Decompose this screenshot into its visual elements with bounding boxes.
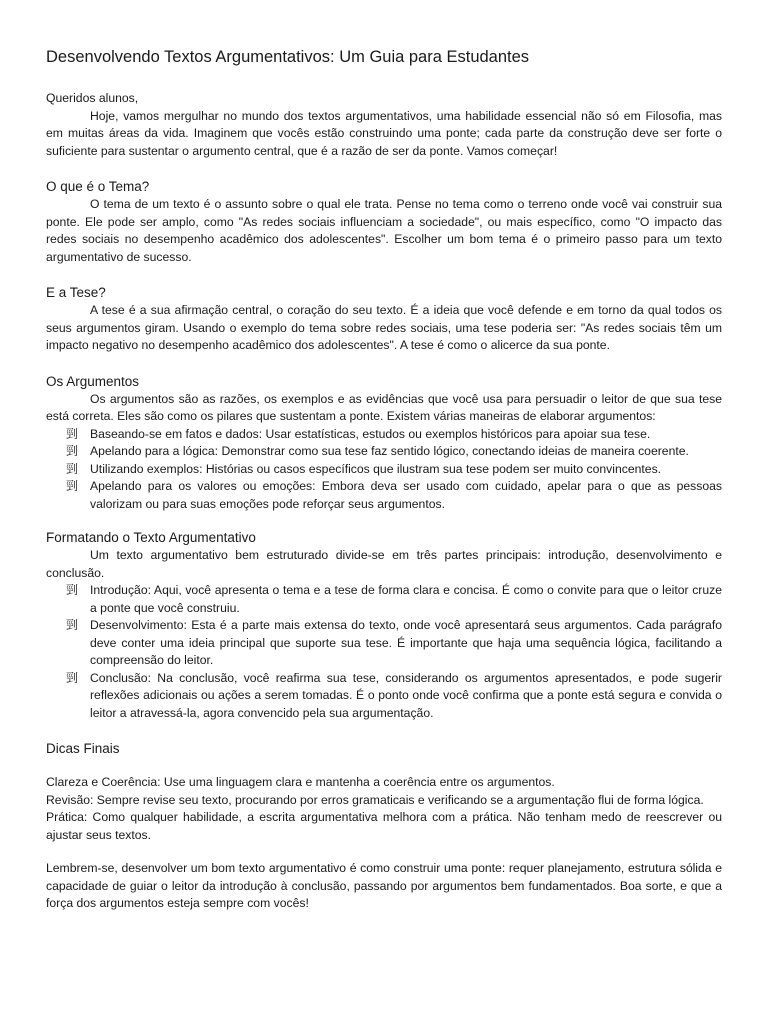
argumentos-list (46, 426, 722, 514)
list-item-text: Utilizando exemplos: Histórias ou casos específicos que ilustram sua tese podem ser muito convincentes. (90, 461, 662, 476)
list-item (46, 617, 722, 670)
dicas-lines (46, 774, 722, 844)
list-item-text: Desenvolvimento: Esta é a parte mais extensa do texto, onde você apresentará seus argumentos. Cada parágrafo deve conter uma ideia principal que suporte sua tese. É importante que haja uma sequência lógica, facilitando a compreensão do leitor. (90, 618, 722, 667)
bullet-icon: 剄 (66, 426, 79, 441)
tema-paragraph: O tema de um texto é o assunto sobre o qual ele trata. Pense no tema como o terreno onde você vai construir sua ponte. Ele pode ser amplo, como "As redes sociais influenciam a sociedade", ou mais específico, como "O impacto das redes sociais no desempenho acadêmico dos adolescentes". Escolher um bom tema é o primeiro passo para um texto argumentativo de sucesso. (46, 197, 722, 264)
list-item-text: Conclusão: Na conclusão, você reafirma sua tese, considerando os argumentos apresentados, e pode sugerir reflexões adicionais ou ações a serem tomadas. É o ponto onde você confirma que a ponte está segura e convida o leitor a atravessá-la, agora convencido pela sua argumentação. (90, 670, 722, 720)
dica-line: Revisão: Sempre revise seu texto, procurando por erros gramaticais e verificando se a argumentação flui de forma lógica. (46, 792, 704, 807)
argumentos-heading: Os Argumentos (46, 373, 140, 389)
closing-paragraph: Lembrem-se, desenvolver um bom texto argumentativo é como construir uma ponte: requer planejamento, estrutura sólida e capacidade de guiar o leitor da introdução à conclusão, passando por argumentos bem fundamentados. Boa sorte, e que a força dos argumentos esteja sempre com vocês! (46, 861, 722, 910)
argumentos-paragraph: Os argumentos são as razões, os exemplos e as evidências que você usa para persuadir o leitor de que sua tese está correta. Eles são como os pilares que sustentam a ponte. Existem várias maneiras de elaborar argumentos: (46, 391, 722, 423)
bullet-icon: 剄 (66, 618, 79, 632)
bullet-icon: 剄 (66, 479, 79, 493)
intro-paragraph: Hoje, vamos mergulhar no mundo dos textos argumentativos, uma habilidade essencial não só em Filosofia, mas em muitas áreas da vida. Imaginem que vocês estão construindo uma ponte; cada parte da construção deve ser forte o suficiente para sustentar o argumento central, que é a razão de ser da ponte. Vamos começar! (46, 108, 722, 158)
list-item (46, 426, 722, 444)
list-item-text: Apelando para os valores ou emoções: Embora deva ser usado com cuidado, apelar para o que as pessoas valorizam ou para suas emoções pode reforçar seus argumentos. (90, 479, 722, 511)
formatando-paragraph: Um texto argumentativo bem estruturado divide-se em três partes principais: introdução, desenvolvimento e conclusão. (46, 548, 722, 580)
bullet-icon: 剄 (66, 444, 79, 458)
dicas-heading: Dicas Finais (46, 741, 120, 756)
document-title: Desenvolvendo Textos Argumentativos: Um Guia para Estudantes (46, 48, 530, 66)
list-item (46, 478, 722, 513)
section-dicas (46, 740, 722, 844)
list-item (46, 461, 722, 479)
section-formatando (46, 529, 722, 722)
list-item (46, 670, 722, 723)
bullet-icon: 剄 (66, 583, 79, 597)
bullet-icon: 剄 (66, 461, 79, 476)
list-item-text: Introdução: Aqui, você apresenta o tema e a tese de forma clara e concisa. É como o convite para que o leitor cruze a ponte que você construiu. (90, 583, 722, 615)
dica-line: Clareza e Coerência: Use uma linguagem clara e mantenha a coerência entre os argumentos. (46, 775, 555, 789)
formatando-list (46, 582, 722, 722)
tese-paragraph: A tese é a sua afirmação central, o coração do seu texto. É a ideia que você defende e em torno da qual todos os seus argumentos giram. Usando o exemplo do tema sobre redes sociais, uma tese poderia ser: "As redes sociais têm um impacto negativo no desempenho acadêmico dos adolescentes". A tese é como o alicerce da sua ponte. (46, 303, 722, 352)
tema-heading: O que é o Tema? (46, 179, 150, 194)
dica-line: Prática: Como qualquer habilidade, a escrita argumentativa melhora com a prática. Não tenham medo de reescrever ou ajustar seus textos. (46, 810, 722, 842)
list-item (46, 582, 722, 617)
list-item-text: Apelando para a lógica: Demonstrar como sua tese faz sentido lógico, conectando ideias de maneira coerente. (90, 444, 689, 458)
section-tema (46, 178, 722, 266)
tese-heading: E a Tese? (46, 285, 106, 300)
list-item (46, 443, 722, 461)
formatando-heading: Formatando o Texto Argumentativo (46, 530, 256, 545)
section-tese (46, 284, 722, 355)
list-item-text: Baseando-se em fatos e dados: Usar estatísticas, estudos ou exemplos históricos para apoiar sua tese. (90, 426, 651, 441)
bullet-icon: 剄 (66, 670, 79, 685)
greeting: Queridos alunos, (46, 91, 139, 105)
section-argumentos (46, 373, 722, 514)
